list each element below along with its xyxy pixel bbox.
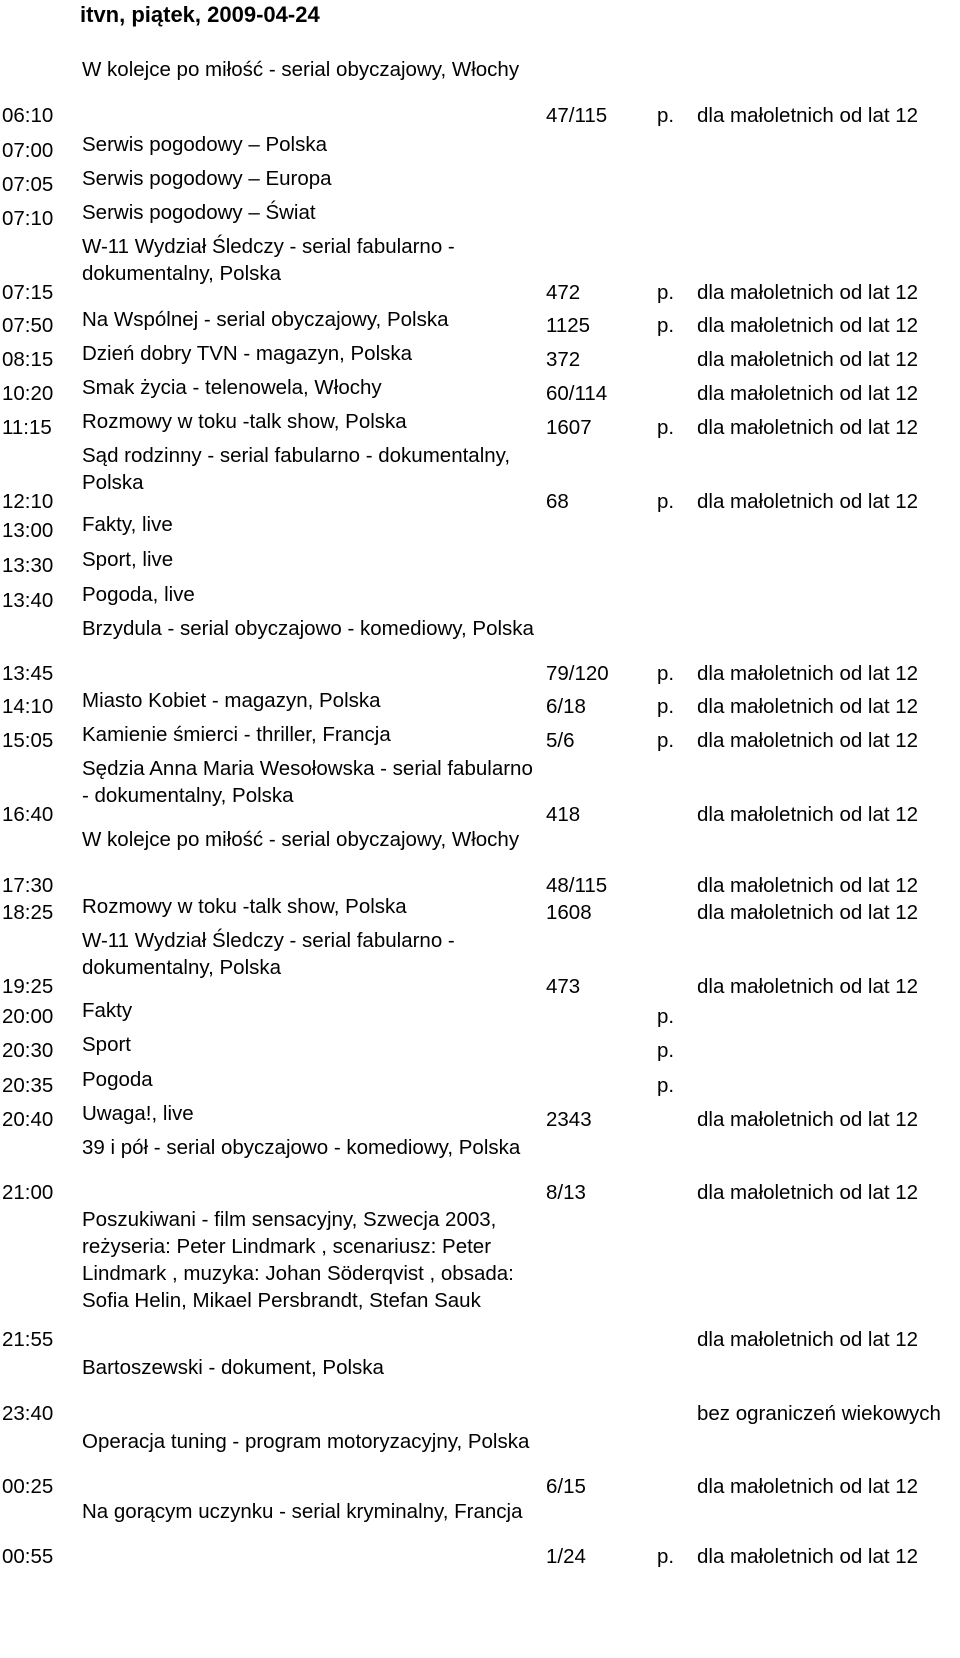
page-title: itvn, piątek, 2009-04-24: [80, 2, 320, 27]
time-cell: 11:15: [2, 416, 52, 439]
episode-cell: 473: [546, 975, 581, 998]
time-cell: 07:05: [2, 173, 54, 196]
premiere-cell: p.: [657, 1039, 675, 1062]
episode-cell: 68: [546, 490, 569, 513]
table-row: [0, 56, 960, 129]
age-rating-cell: dla małoletnich od lat 12: [697, 1328, 919, 1351]
program-cell: Rozmowy w toku -talk show, Polska: [82, 410, 407, 433]
program-cell: Dzień dobry TVN - magazyn, Polska: [82, 342, 413, 365]
episode-cell: 472: [546, 281, 581, 304]
time-cell: 23:40: [2, 1402, 54, 1425]
premiere-cell: p.: [657, 1074, 675, 1097]
episode-cell: 6/15: [546, 1475, 586, 1498]
table-row: [0, 131, 960, 164]
episode-cell: 2343: [546, 1108, 592, 1131]
program-cell: Serwis pogodowy – Polska: [82, 133, 327, 156]
program-cell: Sąd rodzinny - serial fabularno - dokumentalny, Polska: [82, 444, 511, 494]
time-cell: 00:25: [2, 1475, 54, 1498]
program-cell: Smak życia - telenowela, Włochy: [82, 376, 382, 399]
episode-cell: 8/13: [546, 1181, 586, 1204]
table-row: [0, 826, 960, 899]
program-cell: Miasto Kobiet - magazyn, Polska: [82, 689, 381, 712]
age-rating-cell: dla małoletnich od lat 12: [697, 104, 919, 127]
table-row: [0, 546, 960, 579]
program-cell: Sport: [82, 1033, 131, 1056]
episode-cell: 1125: [546, 314, 591, 337]
time-cell: 14:10: [2, 695, 54, 718]
program-cell: Bartoszewski - dokument, Polska: [82, 1356, 384, 1379]
time-cell: 13:45: [2, 662, 54, 685]
premiere-cell: p.: [657, 490, 675, 513]
program-cell: Pogoda, live: [82, 583, 195, 606]
program-cell: Uwaga!, live: [82, 1102, 194, 1125]
age-rating-cell: bez ograniczeń wiekowych: [697, 1402, 941, 1425]
program-cell: Kamienie śmierci - thriller, Francja: [82, 723, 391, 746]
premiere-cell: p.: [657, 1545, 675, 1568]
program-cell: Pogoda: [82, 1068, 153, 1091]
table-row: [0, 1206, 960, 1353]
premiere-cell: p.: [657, 314, 675, 337]
table-row: [0, 374, 960, 407]
table-row: [0, 755, 960, 828]
time-cell: 20:35: [2, 1074, 54, 1097]
table-row: [0, 1428, 960, 1500]
age-rating-cell: dla małoletnich od lat 12: [697, 695, 919, 718]
time-cell: 16:40: [2, 803, 54, 826]
time-cell: 07:00: [2, 139, 54, 162]
table-row: [0, 511, 960, 544]
time-cell: 21:00: [2, 1181, 54, 1204]
time-cell: 20:30: [2, 1039, 54, 1062]
time-cell: 18:25: [2, 901, 54, 924]
program-cell: Serwis pogodowy – Świat: [82, 201, 316, 224]
episode-cell: 6/18: [546, 695, 586, 718]
premiere-cell: p.: [657, 729, 675, 752]
episode-cell: 47/115: [546, 104, 608, 127]
table-row: [0, 306, 960, 339]
premiere-cell: p.: [657, 281, 675, 304]
table-row: [0, 165, 960, 198]
program-cell: Poszukiwani - film sensacyjny, Szwecja 2003, reżyseria: Peter Lindmark , scenariusz: Peter Lindmark , muzyka: Johan Söderqvist , obsada: Sofia Helin, Mikael Persbrandt, Stefan Sauk: [82, 1208, 514, 1312]
episode-cell: 372: [546, 348, 581, 371]
time-cell: 12:10: [2, 490, 54, 513]
age-rating-cell: dla małoletnich od lat 12: [697, 1545, 919, 1568]
program-cell: Na gorącym uczynku - serial kryminalny, Francja: [82, 1500, 523, 1523]
age-rating-cell: dla małoletnich od lat 12: [697, 281, 919, 304]
episode-cell: 5/6: [546, 729, 575, 752]
program-cell: Fakty, live: [82, 513, 173, 536]
program-cell: Fakty: [82, 999, 133, 1022]
table-row: [0, 1134, 960, 1206]
program-cell: Operacja tuning - program motoryzacyjny, Polska: [82, 1430, 530, 1453]
table-row: [0, 721, 960, 754]
time-cell: 06:10: [2, 104, 54, 127]
time-cell: 20:40: [2, 1108, 54, 1131]
program-cell: W kolejce po miłość - serial obyczajowy, Włochy: [82, 828, 520, 851]
time-cell: 15:05: [2, 729, 54, 752]
age-rating-cell: dla małoletnich od lat 12: [697, 662, 919, 685]
time-cell: 00:55: [2, 1545, 54, 1568]
program-cell: W-11 Wydział Śledczy - serial fabularno - dokumentalny, Polska: [82, 929, 455, 979]
table-row: [0, 442, 960, 515]
program-cell: Brzydula - serial obyczajowo - komediowy, Polska: [82, 617, 534, 640]
program-cell: Sędzia Anna Maria Wesołowska - serial fabularno - dokumentalny, Polska: [82, 757, 533, 807]
table-row: [0, 199, 960, 232]
program-cell: W kolejce po miłość - serial obyczajowy, Włochy: [82, 58, 520, 81]
table-row: [0, 408, 960, 441]
time-cell: 13:00: [2, 519, 54, 542]
premiere-cell: p.: [657, 662, 675, 685]
table-row: [0, 1100, 960, 1133]
time-cell: 19:25: [2, 975, 54, 998]
episode-cell: 1607: [546, 416, 592, 439]
table-row: [0, 1031, 960, 1064]
age-rating-cell: dla małoletnich od lat 12: [697, 314, 919, 337]
time-cell: 20:00: [2, 1005, 54, 1028]
table-row: [0, 581, 960, 614]
age-rating-cell: dla małoletnich od lat 12: [697, 975, 919, 998]
time-cell: 07:10: [2, 207, 54, 230]
age-rating-cell: dla małoletnich od lat 12: [697, 874, 919, 897]
program-cell: Sport, live: [82, 548, 174, 571]
table-row: [0, 340, 960, 373]
age-rating-cell: dla małoletnich od lat 12: [697, 348, 919, 371]
age-rating-cell: dla małoletnich od lat 12: [697, 729, 919, 752]
time-cell: 08:15: [2, 348, 54, 371]
premiere-cell: p.: [657, 695, 675, 718]
premiere-cell: p.: [657, 1005, 675, 1028]
program-cell: Serwis pogodowy – Europa: [82, 167, 332, 190]
table-row: [0, 1498, 960, 1570]
time-cell: 13:40: [2, 589, 54, 612]
time-cell: 07:50: [2, 314, 54, 337]
program-cell: Na Wspólnej - serial obyczajowy, Polska: [82, 308, 449, 331]
time-cell: 07:15: [2, 281, 54, 304]
time-cell: 17:30: [2, 874, 54, 897]
table-row: [0, 1354, 960, 1427]
program-cell: 39 i pół - serial obyczajowo - komediowy, Polska: [82, 1136, 521, 1159]
premiere-cell: p.: [657, 104, 675, 127]
table-row: [0, 927, 960, 1000]
episode-cell: 79/120: [546, 662, 609, 685]
time-cell: 21:55: [2, 1328, 54, 1351]
age-rating-cell: dla małoletnich od lat 12: [697, 382, 919, 405]
age-rating-cell: dla małoletnich od lat 12: [697, 490, 919, 513]
premiere-cell: p.: [657, 416, 675, 439]
table-row: [0, 1066, 960, 1099]
table-row: [0, 997, 960, 1030]
episode-cell: 1/24: [546, 1545, 586, 1568]
table-row: [0, 687, 960, 720]
age-rating-cell: dla małoletnich od lat 12: [697, 803, 919, 826]
time-cell: 10:20: [2, 382, 54, 405]
episode-cell: 60/114: [546, 382, 608, 405]
age-rating-cell: dla małoletnich od lat 12: [697, 1108, 919, 1131]
episode-cell: 1608: [546, 901, 592, 924]
time-cell: 13:30: [2, 554, 54, 577]
age-rating-cell: dla małoletnich od lat 12: [697, 1475, 919, 1498]
age-rating-cell: dla małoletnich od lat 12: [697, 1181, 919, 1204]
table-row: [0, 893, 960, 926]
program-cell: Rozmowy w toku -talk show, Polska: [82, 895, 407, 918]
age-rating-cell: dla małoletnich od lat 12: [697, 416, 919, 439]
program-cell: W-11 Wydział Śledczy - serial fabularno - dokumentalny, Polska: [82, 235, 455, 285]
table-row: [0, 233, 960, 306]
table-row: [0, 615, 960, 687]
age-rating-cell: dla małoletnich od lat 12: [697, 901, 919, 924]
episode-cell: 48/115: [546, 874, 608, 897]
episode-cell: 418: [546, 803, 581, 826]
